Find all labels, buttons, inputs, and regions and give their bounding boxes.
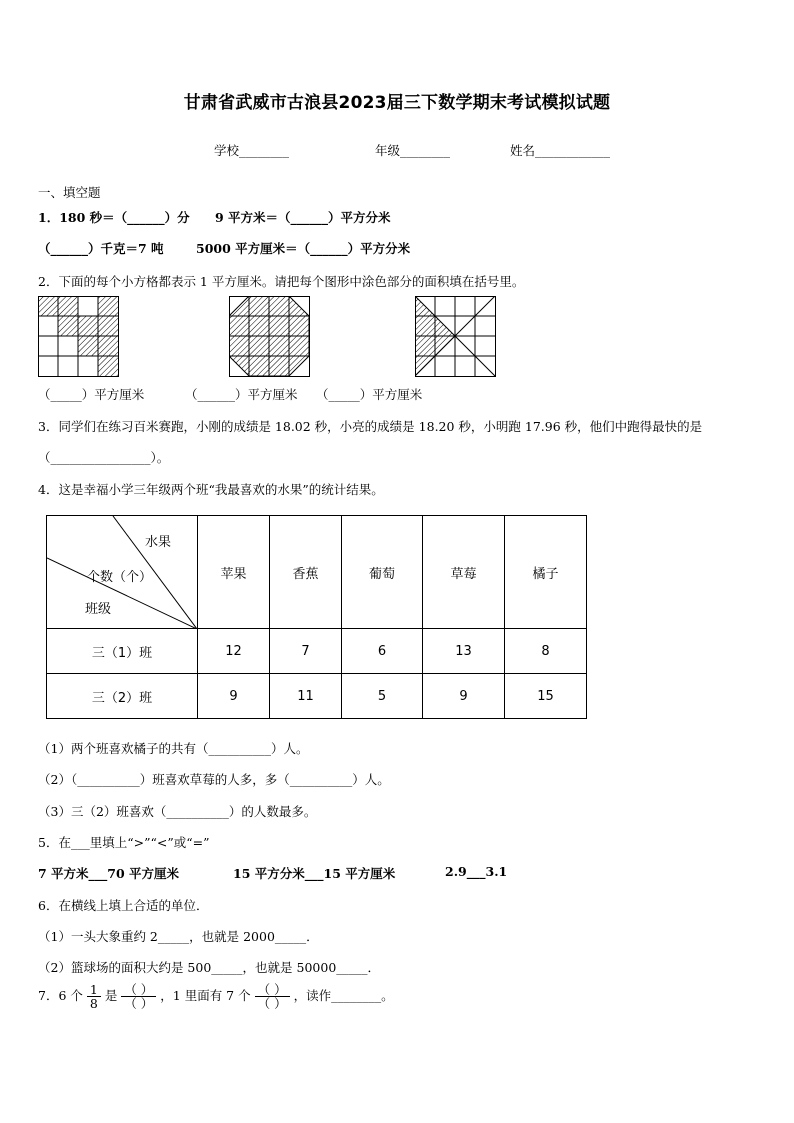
- row-label: 三（2）班: [47, 674, 198, 719]
- table-cell: 8: [505, 629, 587, 674]
- fraction-numerator[interactable]: （ ）: [121, 983, 156, 997]
- q6-sub1[interactable]: （1）一头大象重约 2_____，也就是 2000_____．: [38, 929, 319, 944]
- q7-part2: 是: [104, 988, 118, 1003]
- column-header: 香蕉: [270, 516, 342, 629]
- q3-text: 3．同学们在练习百米赛跑，小刚的成绩是 18.02 秒，小亮的成绩是 18.20 秒，小明跑 17.96 秒，他们中跑得最快的是: [38, 419, 703, 434]
- q7-line: [38, 983, 394, 1010]
- q2-answer-2[interactable]: （______）平方厘米: [185, 387, 298, 402]
- column-header: 草莓: [423, 516, 505, 629]
- q5-item-c[interactable]: 2.9___3.1: [445, 864, 508, 879]
- q6-sub2[interactable]: （2）篮球场的面积大约是 500_____，也就是 50000_____．: [38, 960, 381, 975]
- corner-label-class: 班级: [85, 602, 112, 617]
- q7-part4[interactable]: ，读作________。: [293, 988, 394, 1003]
- q4-sub1[interactable]: （1）两个班喜欢橘子的共有（__________）人。: [38, 741, 309, 756]
- table-cell: 9: [423, 674, 505, 719]
- table-cell: 13: [423, 629, 505, 674]
- q7-blank-fraction-2[interactable]: [255, 983, 290, 1010]
- q1-part-d[interactable]: 5000 平方厘米＝（______）平方分米: [196, 241, 411, 256]
- q4-sub2[interactable]: （2）（__________）班喜欢草莓的人多，多（__________）人。: [38, 772, 390, 787]
- q6-text: 6．在横线上填上合适的单位．: [38, 898, 209, 913]
- q5-item-b[interactable]: 15 平方分米___15 平方厘米: [233, 866, 396, 881]
- q7-part1: 7．6 个: [38, 988, 83, 1003]
- q2-answer-1[interactable]: （_____）平方厘米: [38, 387, 145, 402]
- table-row: [47, 674, 587, 719]
- table-corner-cell: [47, 516, 198, 629]
- q4-sub3[interactable]: （3）三（2）班喜欢（__________）的人数最多。: [38, 804, 317, 819]
- table-row: [47, 629, 587, 674]
- q5-text: 5．在___里填上“>”“<”或“=”: [38, 835, 210, 850]
- q5-item-a[interactable]: 7 平方米___70 平方厘米: [38, 866, 180, 881]
- school-field[interactable]: 学校________: [214, 143, 290, 158]
- table-cell: 9: [198, 674, 270, 719]
- fruit-stats-table: [46, 515, 587, 719]
- q2-figure-2: [229, 296, 311, 378]
- corner-label-fruit: 水果: [145, 535, 172, 550]
- fraction-numerator[interactable]: （ ）: [255, 983, 290, 997]
- q3-answer[interactable]: （________________）。: [38, 450, 170, 465]
- table-cell: 5: [342, 674, 423, 719]
- table-cell: 15: [505, 674, 587, 719]
- grade-field[interactable]: 年级________: [375, 143, 451, 158]
- q1-part-b[interactable]: 9 平方米＝（______）平方分米: [215, 210, 391, 225]
- page-title: 甘肃省武威市古浪县2023届三下数学期末考试模拟试题: [183, 93, 611, 113]
- q4-text: 4．这是幸福小学三年级两个班“我最喜欢的水果”的统计结果。: [38, 482, 384, 497]
- fraction-numerator: 1: [87, 983, 101, 997]
- fraction-denominator[interactable]: （ ）: [257, 996, 287, 1011]
- column-header: 橘子: [505, 516, 587, 629]
- q7-fraction-one-eighth: [87, 983, 101, 1010]
- name-field[interactable]: 姓名____________: [510, 143, 611, 158]
- q2-figure-1: [38, 296, 120, 378]
- q7-part3: ，1 里面有 7 个: [160, 988, 251, 1003]
- row-label: 三（1）班: [47, 629, 198, 674]
- fraction-denominator: 8: [89, 996, 98, 1011]
- table-cell: 6: [342, 629, 423, 674]
- section-heading: 一、填空题: [38, 185, 101, 200]
- q1-part-a[interactable]: 1．180 秒＝（______）分: [38, 210, 190, 225]
- table-cell: 12: [198, 629, 270, 674]
- table-cell: 11: [270, 674, 342, 719]
- q2-figure-3: [415, 296, 497, 378]
- q2-text: 2．下面的每个小方格都表示 1 平方厘米。请把每个图形中涂色部分的面积填在括号里。: [38, 274, 525, 289]
- fraction-denominator[interactable]: （ ）: [124, 996, 154, 1011]
- q2-answer-3[interactable]: （_____）平方厘米: [316, 387, 423, 402]
- column-header: 葡萄: [342, 516, 423, 629]
- q1-part-c[interactable]: （______）千克＝7 吨: [38, 241, 164, 256]
- q7-blank-fraction-1[interactable]: [121, 983, 156, 1010]
- corner-label-count: 个数（个）: [87, 570, 153, 585]
- table-cell: 7: [270, 629, 342, 674]
- column-header: 苹果: [198, 516, 270, 629]
